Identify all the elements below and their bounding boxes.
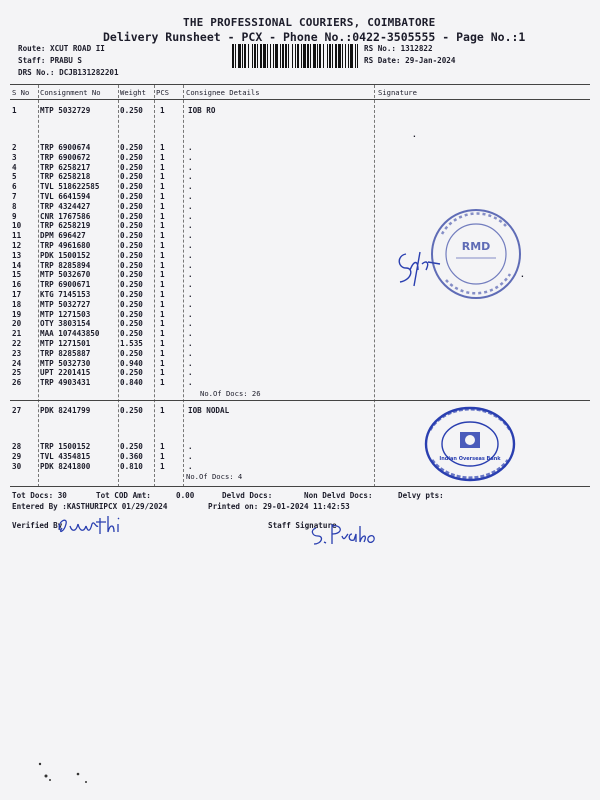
row-weight: 0.250 xyxy=(120,211,143,221)
table-row xyxy=(0,182,600,192)
row-pcs: 1 xyxy=(160,280,165,290)
total-docs: Tot Docs: 30 xyxy=(12,491,67,500)
speck: · xyxy=(412,132,417,141)
docs-count-group1: No.Of Docs: 26 xyxy=(200,389,261,398)
consignee-dot: . xyxy=(188,143,193,152)
table-row xyxy=(0,143,600,153)
table-row xyxy=(0,368,600,378)
consignee-dot: . xyxy=(188,152,193,162)
consignee-dot: . xyxy=(188,182,193,192)
row-consignment-no: OTY 3803154 xyxy=(40,319,91,329)
row-sno: 29 xyxy=(12,452,22,461)
row-pcs: 1 xyxy=(160,106,165,115)
row-pcs: 1 xyxy=(160,339,165,348)
row-pcs: 1 xyxy=(160,348,165,358)
row-pcs: 1 xyxy=(160,221,165,231)
paper-speckle xyxy=(34,756,94,786)
row-consignment-no: TRP 8285894 xyxy=(40,260,91,270)
row-sno: 13 xyxy=(12,250,22,260)
consignee-dot: . xyxy=(188,329,193,339)
row-sno: 2 xyxy=(12,143,17,152)
row-weight: 0.250 xyxy=(120,231,143,241)
row-pcs: 1 xyxy=(160,162,165,172)
consignee-group1: IOB RO xyxy=(188,106,216,115)
row-consignment-no: TRP 4903431 xyxy=(40,378,91,388)
consignee-dot: . xyxy=(188,378,193,388)
company-title: THE PROFESSIONAL COURIERS, COIMBATORE xyxy=(183,16,436,29)
row-weight: 0.250 xyxy=(120,406,143,415)
consignee-dot: . xyxy=(188,231,193,241)
consignee-dot: . xyxy=(188,280,193,290)
row-pcs: 1 xyxy=(160,182,165,192)
rs-date: RS Date: 29-Jan-2024 xyxy=(364,56,456,65)
table-bottom-rule xyxy=(10,486,590,487)
row-consignment-no: TVL 6641594 xyxy=(40,192,91,201)
col-header-pcs: PCS xyxy=(156,88,169,97)
row-consignment-no: PDK 1500152 xyxy=(40,250,91,260)
runsheet-subtitle: Delivery Runsheet - PCX - Phone No.:0422-3505555 - Page No.:1 xyxy=(103,30,526,44)
row-sno: 14 xyxy=(12,260,22,270)
row-pcs: 1 xyxy=(160,172,165,182)
table-row xyxy=(0,339,600,349)
row-consignment-no: DPM 696427 xyxy=(40,231,86,241)
row-consignment-no: PDK 8241800 xyxy=(40,462,91,471)
row-pcs: 1 xyxy=(160,250,165,260)
consignee-dot: . xyxy=(188,250,193,260)
consignee-dot: . xyxy=(188,309,193,319)
table-row xyxy=(0,106,600,116)
row-pcs: 1 xyxy=(160,378,165,388)
consignee-group2: IOB NODAL xyxy=(188,406,230,415)
total-cod-label: Tot COD Amt: xyxy=(96,491,151,500)
row-pcs: 1 xyxy=(160,241,165,250)
row-pcs: 1 xyxy=(160,462,165,471)
consignee-dot: . xyxy=(188,452,193,461)
row-pcs: 1 xyxy=(160,299,165,309)
row-weight: 0.250 xyxy=(120,442,143,451)
row-pcs: 1 xyxy=(160,152,165,162)
row-sno: 9 xyxy=(12,211,17,221)
docs-count-group2: No.Of Docs: 4 xyxy=(186,472,243,481)
row-pcs: 1 xyxy=(160,368,165,378)
row-sno: 6 xyxy=(12,182,17,192)
row-weight: 0.250 xyxy=(120,192,143,201)
row-sno: 8 xyxy=(12,201,17,211)
row-consignment-no: TVL 4354815 xyxy=(40,452,91,461)
row-sno: 22 xyxy=(12,339,22,348)
row-sno: 12 xyxy=(12,241,22,250)
row-consignment-no: KTG 7145153 xyxy=(40,290,91,299)
staff-signature xyxy=(306,520,390,548)
row-weight: 0.250 xyxy=(120,201,143,211)
row-weight: 0.810 xyxy=(120,462,143,471)
consignee-dot: . xyxy=(188,211,193,221)
table-row xyxy=(0,349,600,359)
consignee-dot: . xyxy=(188,358,193,368)
row-consignment-no: CNR 1767586 xyxy=(40,211,91,221)
row-pcs: 1 xyxy=(160,211,165,221)
row-sno: 24 xyxy=(12,358,22,368)
row-sno: 16 xyxy=(12,280,22,290)
row-sno: 15 xyxy=(12,270,22,280)
row-sno: 20 xyxy=(12,319,22,329)
row-consignment-no: TRP 1500152 xyxy=(40,442,91,451)
row-sno: 3 xyxy=(12,152,17,162)
consignee-dot: . xyxy=(188,241,193,250)
consignee-dot: . xyxy=(188,192,193,201)
row-weight: 0.250 xyxy=(120,172,143,182)
speck: · xyxy=(520,272,525,281)
row-consignment-no: TRP 6258217 xyxy=(40,162,91,172)
row-consignment-no: TRP 6258219 xyxy=(40,221,91,231)
route-label: Route: XCUT ROAD II xyxy=(18,44,105,53)
svg-text:RMD: RMD xyxy=(461,240,491,253)
row-consignment-no: TRP 6900672 xyxy=(40,152,91,162)
col-header-signature: Signature xyxy=(378,88,417,97)
row-consignment-no: UPT 2201415 xyxy=(40,368,91,378)
staff-label: Staff: PRABU S xyxy=(18,56,83,65)
table-row xyxy=(0,378,600,388)
row-pcs: 1 xyxy=(160,329,165,339)
row-sno: 30 xyxy=(12,462,22,471)
consignee-dot: . xyxy=(188,162,193,172)
consignee-dot: . xyxy=(188,270,193,280)
row-consignment-no: TRP 6900674 xyxy=(40,143,91,152)
row-consignment-no: PDK 8241799 xyxy=(40,406,91,415)
consignee-dot: . xyxy=(188,290,193,299)
col-header-sno: S No xyxy=(12,88,30,97)
svg-text:Indian Overseas Bank: Indian Overseas Bank xyxy=(439,456,501,462)
row-weight: 0.250 xyxy=(120,143,143,152)
consignee-dot: . xyxy=(188,462,193,471)
consignee-dot: . xyxy=(188,319,193,329)
consignee-dot: . xyxy=(188,172,193,182)
row-pcs: 1 xyxy=(160,143,165,152)
row-weight: 0.250 xyxy=(120,348,143,358)
row-consignment-no: TRP 6900671 xyxy=(40,280,91,290)
table-row xyxy=(0,359,600,369)
row-weight: 0.250 xyxy=(120,309,143,319)
row-consignment-no: MTP 5032730 xyxy=(40,358,91,368)
group-separator xyxy=(10,400,590,401)
row-consignment-no: MTP 1271503 xyxy=(40,309,91,319)
row-consignment-no: TRP 4961680 xyxy=(40,241,91,250)
row-sno: 23 xyxy=(12,348,22,358)
row-weight: 0.250 xyxy=(120,106,143,115)
row-consignment-no: TRP 4324427 xyxy=(40,201,91,211)
row-pcs: 1 xyxy=(160,319,165,329)
table-row xyxy=(0,192,600,202)
consignee-dot: . xyxy=(188,339,193,348)
col-header-consignment: Consignment No xyxy=(40,88,101,97)
verifier-signature xyxy=(54,512,134,538)
row-weight: 0.250 xyxy=(120,250,143,260)
rmd-stamp xyxy=(426,204,526,304)
drs-number: DRS No.: DCJB131282201 xyxy=(18,68,119,77)
row-weight: 0.250 xyxy=(120,270,143,280)
row-pcs: 1 xyxy=(160,309,165,319)
table-row xyxy=(0,163,600,173)
row-weight: 0.940 xyxy=(120,358,143,368)
row-weight: 0.250 xyxy=(120,299,143,309)
row-weight: 0.250 xyxy=(120,319,143,329)
staff-signature-label: Staff Signature xyxy=(268,521,337,530)
row-weight: 0.250 xyxy=(120,182,143,192)
row-weight: 0.250 xyxy=(120,329,143,339)
table-top-rule xyxy=(10,84,590,85)
verified-by-label: Verified By xyxy=(12,521,63,530)
row-pcs: 1 xyxy=(160,358,165,368)
row-consignment-no: MAA 107443850 xyxy=(40,329,100,339)
row-weight: 0.250 xyxy=(120,260,143,270)
row-weight: 0.250 xyxy=(120,290,143,299)
bank-stamp xyxy=(420,404,522,484)
row-weight: 0.250 xyxy=(120,152,143,162)
row-weight: 0.840 xyxy=(120,378,143,388)
delivered-docs-label: Delvd Docs: xyxy=(222,491,273,500)
row-consignment-no: MTP 1271501 xyxy=(40,339,91,348)
row-weight: 0.250 xyxy=(120,241,143,250)
table-row xyxy=(0,319,600,329)
row-weight: 0.250 xyxy=(120,221,143,231)
row-pcs: 1 xyxy=(160,452,165,461)
row-sno: 10 xyxy=(12,221,22,231)
consignee-dot: . xyxy=(188,348,193,358)
row-sno: 7 xyxy=(12,192,17,201)
row-sno: 25 xyxy=(12,368,22,378)
col-header-consignee: Consignee Details xyxy=(186,88,260,97)
rs-number: RS No.: 1312822 xyxy=(364,44,433,53)
row-sno: 1 xyxy=(12,106,17,115)
row-pcs: 1 xyxy=(160,406,165,415)
col-header-weight: Weight xyxy=(120,88,146,97)
total-cod-value: 0.00 xyxy=(176,491,195,500)
delivery-points-label: Delvy pts: xyxy=(398,491,444,500)
row-sno: 17 xyxy=(12,290,22,299)
row-sno: 21 xyxy=(12,329,22,339)
consignee-dot: . xyxy=(188,299,193,309)
row-weight: 0.360 xyxy=(120,452,143,461)
row-sno: 27 xyxy=(12,406,22,415)
row-weight: 0.250 xyxy=(120,280,143,290)
table-row xyxy=(0,153,600,163)
row-consignment-no: TRP 8285887 xyxy=(40,348,91,358)
row-consignment-no: MTP 5032729 xyxy=(40,106,91,115)
row-consignment-no: TRP 6258218 xyxy=(40,172,91,182)
row-pcs: 1 xyxy=(160,192,165,201)
row-weight: 0.250 xyxy=(120,368,143,378)
printed-on: Printed on: 29-01-2024 11:42:53 xyxy=(208,502,350,511)
entered-by: Entered By :KASTHURIPCX 01/29/2024 xyxy=(12,502,168,511)
row-pcs: 1 xyxy=(160,442,165,451)
non-delivered-docs-label: Non Delvd Docs: xyxy=(304,491,373,500)
row-pcs: 1 xyxy=(160,290,165,299)
row-weight: 1.535 xyxy=(120,339,143,348)
consignee-dot: . xyxy=(188,368,193,378)
row-consignment-no: MTP 5032670 xyxy=(40,270,91,280)
row-pcs: 1 xyxy=(160,260,165,270)
row-consignment-no: MTP 5032727 xyxy=(40,299,91,309)
row-sno: 4 xyxy=(12,162,17,172)
table-row xyxy=(0,172,600,182)
consignee-dot: . xyxy=(188,221,193,231)
row-sno: 26 xyxy=(12,378,22,388)
table-header-rule xyxy=(10,99,590,100)
row-weight: 0.250 xyxy=(120,162,143,172)
consignee-dot: . xyxy=(188,260,193,270)
barcode xyxy=(232,44,358,68)
row-pcs: 1 xyxy=(160,231,165,241)
row-sno: 19 xyxy=(12,309,22,319)
row-consignment-no: TVL 518622585 xyxy=(40,182,100,192)
row-sno: 5 xyxy=(12,172,17,182)
row-pcs: 1 xyxy=(160,201,165,211)
row-sno: 11 xyxy=(12,231,22,241)
row-sno: 18 xyxy=(12,299,22,309)
row-sno: 28 xyxy=(12,442,22,451)
row-pcs: 1 xyxy=(160,270,165,280)
consignee-dot: . xyxy=(188,442,193,451)
consignee-dot: . xyxy=(188,201,193,211)
table-row xyxy=(0,310,600,320)
table-row xyxy=(0,329,600,339)
